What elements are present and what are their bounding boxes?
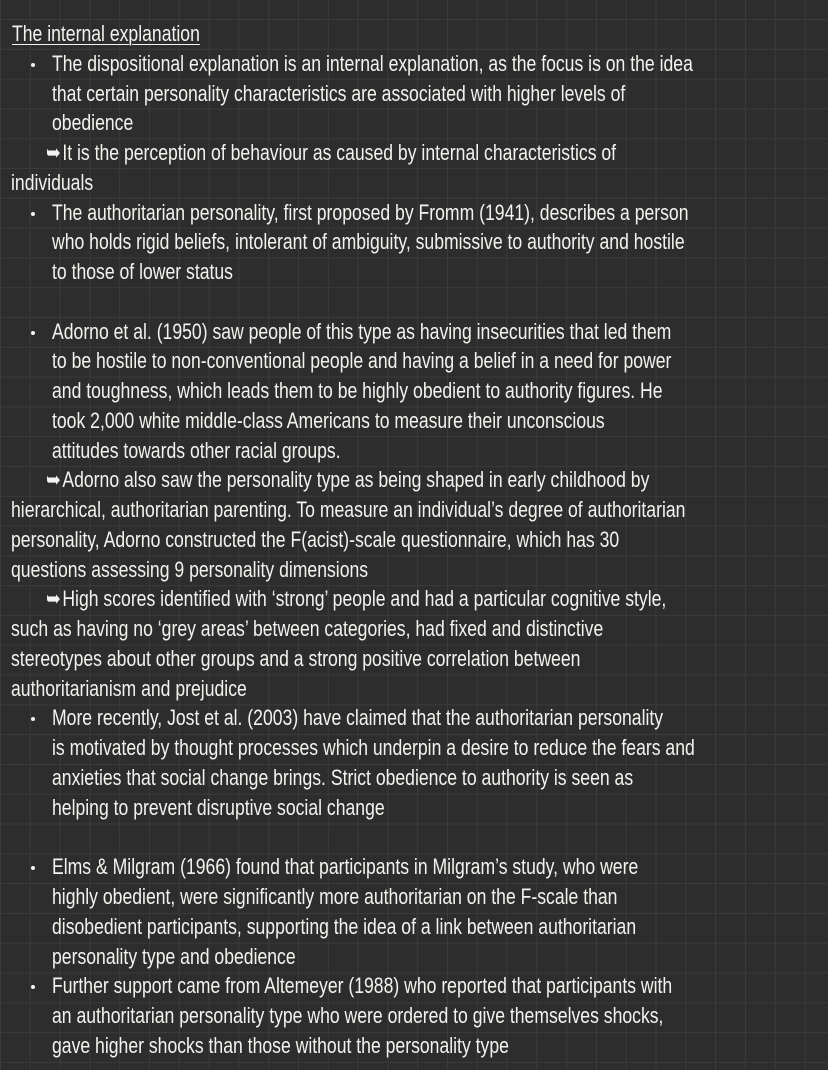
line-text: and toughness, which leads them to be highly obedient to authority figures. He (52, 378, 663, 404)
line-text: questions assessing 9 personality dimensions (11, 556, 369, 582)
line-text: who holds rigid beliefs, intolerant of ambiguity, submissive to authority and hostile (52, 229, 685, 255)
note-line (52, 110, 133, 136)
bullet-point-icon (31, 331, 35, 335)
line-text: The authoritarian personality, first proposed by Fromm (1941), describes a person (52, 199, 689, 225)
note-line (11, 616, 603, 642)
bullet-point-icon (31, 212, 35, 216)
line-text: Elms & Milgram (1966) found that participants in Milgram’s study, who were (52, 854, 639, 880)
note-line (52, 51, 693, 77)
note-line (52, 259, 233, 285)
line-text: disobedient participants, supporting the idea of a link between authoritarian (52, 913, 637, 939)
section-heading (12, 21, 200, 47)
line-text: anxieties that social change brings. Strict obedience to authority is seen as (52, 765, 634, 790)
note-line (11, 646, 580, 672)
line-text: that certain personality characteristics are associated with higher levels of (52, 80, 626, 106)
line-text: hierarchical, authoritarian parenting. To measure an individual’s degree of authoritarian (11, 497, 686, 523)
note-line (52, 735, 695, 761)
line-text: The dispositional explanation is an internal explanation, as the focus is on the idea (52, 50, 693, 76)
line-text: is motivated by thought processes which underpin a desire to reduce the fears and (52, 735, 695, 761)
bullet-point-icon (31, 717, 35, 721)
bullet-point-icon (31, 63, 35, 67)
bullet-point-icon (31, 985, 35, 989)
note-line (52, 795, 385, 821)
line-text: personality type and obedience (52, 943, 296, 969)
note-line (52, 1003, 663, 1029)
line-text: an authoritarian personality type who were ordered to give themselves shocks, (52, 1003, 664, 1029)
line-text: It is the perception of behaviour as caused by internal characteristics of (62, 140, 617, 166)
line-text: personality, Adorno constructed the F(acist)-scale questionnaire, which has 30 (11, 526, 620, 552)
note-line (52, 705, 663, 731)
line-text: to those of lower status (52, 259, 233, 285)
line-text: such as having no ‘grey areas’ between categories, had fixed and distinctive (11, 616, 604, 642)
bullet-point-icon (31, 866, 35, 870)
note-line (52, 438, 341, 464)
line-text: The internal explanation (12, 21, 200, 46)
note-line (52, 81, 625, 107)
note-line (52, 378, 663, 404)
note-line (11, 527, 619, 553)
note-line (52, 884, 617, 910)
line-text: More recently, Jost et al. (2003) have claimed that the authoritarian personality (52, 705, 664, 731)
note-line (11, 170, 93, 196)
note-line (52, 200, 689, 226)
line-text: helping to prevent disruptive social change (52, 794, 385, 820)
line-text: authoritarianism and prejudice (11, 675, 247, 701)
line-text: obedience (52, 110, 134, 136)
note-line (46, 586, 666, 612)
line-text: individuals (11, 169, 94, 195)
line-text: attitudes towards other racial groups. (52, 437, 341, 463)
line-text: High scores identified with ‘strong’ people and had a particular cognitive style, (62, 586, 667, 612)
note-line (52, 973, 672, 999)
note-line (52, 765, 633, 791)
line-text: to be hostile to non-conventional people and having a belief in a need for power (52, 348, 672, 374)
line-text: Adorno also saw the personality type as being shaped in early childhood by (62, 467, 650, 493)
note-line (52, 348, 671, 374)
note-line (11, 557, 368, 583)
note-line (52, 914, 636, 940)
line-text: gave higher shocks than those without the personality type (52, 1032, 509, 1058)
arrow-icon: ➥ (46, 467, 61, 493)
note-line (11, 676, 247, 702)
line-text: stereotypes about other groups and a strong positive correlation between (11, 645, 581, 671)
note-line (52, 319, 671, 345)
arrow-icon: ➥ (46, 140, 61, 166)
line-text: Adorno et al. (1950) saw people of this type as having insecurities that led them (52, 318, 672, 344)
line-text: Further support came from Altemeyer (1988) who reported that participants with (52, 973, 673, 999)
line-text: took 2,000 white middle-class Americans to measure their unconscious (52, 407, 605, 433)
note-line (52, 1033, 509, 1059)
line-text: highly obedient, were significantly more authoritarian on the F-scale than (52, 884, 618, 910)
note-line (52, 229, 685, 255)
note-line (46, 467, 649, 493)
note-line (46, 140, 616, 166)
arrow-icon: ➥ (46, 586, 61, 612)
note-line (52, 408, 605, 434)
note-line (52, 854, 638, 880)
note-line (11, 497, 685, 523)
note-line (52, 944, 296, 970)
